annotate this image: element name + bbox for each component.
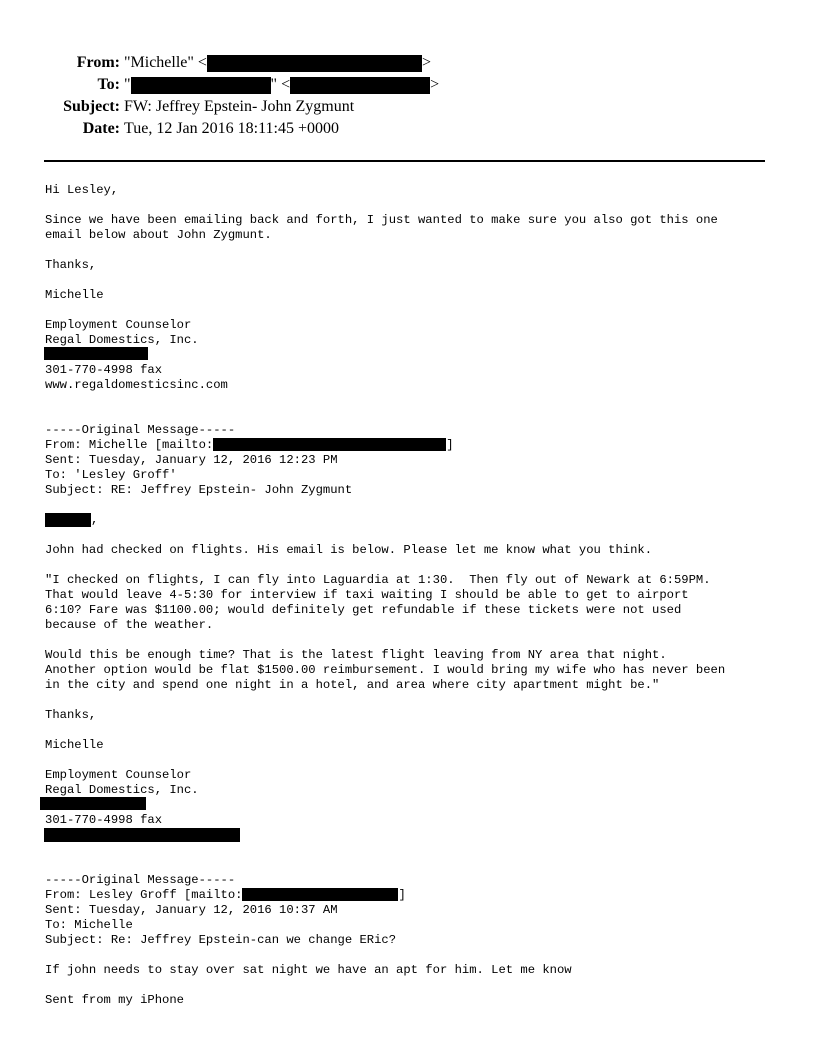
original-subject: Subject: RE: Jeffrey Epstein- John Zygmunt <box>45 483 353 497</box>
original-from-text: From: Michelle [mailto: <box>45 438 214 452</box>
quote-line: "I checked on flights, I can fly into Laguardia at 1:30. Then fly out of Newark at 6:59PM. <box>45 573 711 587</box>
original-from-end: ] <box>446 438 454 452</box>
thanks: Thanks, <box>45 258 97 272</box>
quote-line: That would leave 4-5:30 for interview if taxi waiting I should be able to get to airport <box>45 588 689 602</box>
to-open: " <box>124 76 131 93</box>
to-end: > <box>430 76 440 93</box>
redacted-name <box>131 77 271 94</box>
quote-line: Would this be enough time? That is the latest flight leaving from NY area that night. <box>45 648 667 662</box>
from-name: "Michelle" < <box>124 54 207 71</box>
original-from-text: From: Lesley Groff [mailto: <box>45 888 243 902</box>
original-subject: Subject: Re: Jeffrey Epstein-can we change ERic? <box>45 933 397 947</box>
signature-website: www.regaldomesticsinc.com <box>45 378 228 392</box>
redacted-phone <box>40 797 146 810</box>
from-row <box>0 53 700 75</box>
redacted-email <box>207 55 422 72</box>
redacted-phone <box>44 347 148 360</box>
date-label: Date: <box>82 120 120 137</box>
quote-line: in the city and spend one night in a hotel, and area where city apartment might be." <box>45 678 660 692</box>
paragraph-line: Since we have been emailing back and forth, I just wanted to make sure you also got this one <box>45 213 718 227</box>
signature-title: Employment Counselor <box>45 768 192 782</box>
salutation <box>45 513 98 528</box>
paragraph-line: email below about John Zygmunt. <box>45 228 272 242</box>
signature-company: Regal Domestics, Inc. <box>45 783 199 797</box>
greeting: Hi Lesley, <box>45 183 119 197</box>
paragraph-line: If john needs to stay over sat night we have an apt for him. Let me know <box>45 963 572 977</box>
signature-fax: 301-770-4998 fax <box>45 363 163 377</box>
original-message-divider: -----Original Message----- <box>45 423 236 437</box>
original-from <box>45 438 454 453</box>
original-sent: Sent: Tuesday, January 12, 2016 10:37 AM <box>45 903 338 917</box>
subject-row <box>0 97 700 119</box>
date-row <box>0 119 700 141</box>
to-value <box>124 75 439 95</box>
redacted-email <box>242 888 398 901</box>
quote-line: because of the weather. <box>45 618 214 632</box>
redacted-name <box>45 513 91 527</box>
subject-label: Subject: <box>63 98 120 115</box>
signature-title: Employment Counselor <box>45 318 192 332</box>
salutation-comma: , <box>91 513 99 528</box>
from-end: > <box>421 54 431 71</box>
to-mid: " < <box>270 76 291 93</box>
paragraph-line: John had checked on flights. His email is below. Please let me know what you think. <box>45 543 653 557</box>
to-label: To: <box>97 76 120 93</box>
subject-value: FW: Jeffrey Epstein- John Zygmunt <box>124 98 355 115</box>
redacted-email <box>290 77 430 94</box>
redacted-website <box>44 828 240 842</box>
signature-name: Michelle <box>45 288 104 302</box>
signature-fax: 301-770-4998 fax <box>45 813 163 827</box>
from-label: From: <box>76 54 120 71</box>
original-from-end: ] <box>398 888 406 902</box>
original-message-divider: -----Original Message----- <box>45 873 236 887</box>
header-divider <box>44 160 765 162</box>
to-row <box>0 75 700 97</box>
redacted-email <box>213 438 446 451</box>
original-to: To: Michelle <box>45 918 133 932</box>
signature-company: Regal Domestics, Inc. <box>45 333 199 347</box>
thanks: Thanks, <box>45 708 97 722</box>
original-sent: Sent: Tuesday, January 12, 2016 12:23 PM <box>45 453 338 467</box>
original-to: To: 'Lesley Groff' <box>45 468 177 482</box>
original-from <box>45 888 406 903</box>
signoff: Sent from my iPhone <box>45 993 184 1007</box>
from-value <box>124 53 431 73</box>
email-header <box>0 53 760 143</box>
signature-name: Michelle <box>45 738 104 752</box>
date-value: Tue, 12 Jan 2016 18:11:45 +0000 <box>124 120 339 137</box>
quote-line: Another option would be flat $1500.00 reimbursement. I would bring my wife who has never been <box>45 663 726 677</box>
quote-line: 6:10? Fare was $1100.00; would definitely get refundable if these tickets were not used <box>45 603 682 617</box>
